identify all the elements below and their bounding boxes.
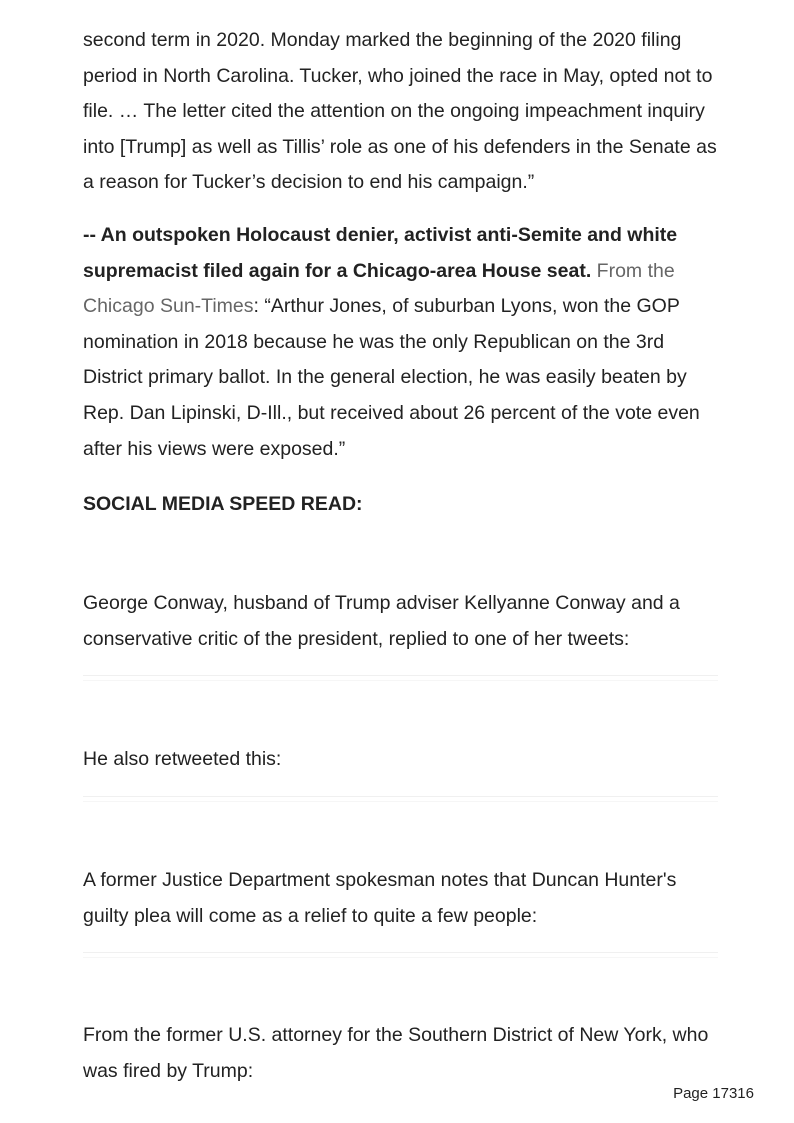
bold-lead-sentence: -- An outspoken Holocaust denier, activist anti-Semite and white supremacist filed again for a Chicago-area House seat. bbox=[83, 224, 678, 282]
paragraph-tillis-tucker: second term in 2020. Monday marked the beginning of the 2020 filing period in North Carolina. Tucker, who joined the race in May, opted not to file. … The letter cited the attention on the ongoing impeachment inquiry into [Trump] as well as Tillis’ role as one of his defenders in the Senate as a reason for Tucker’s decision to end his campaign.” bbox=[83, 29, 717, 194]
page-number: Page 17316 bbox=[673, 1085, 754, 1102]
paragraph-retweet: He also retweeted this: bbox=[83, 748, 282, 770]
embedded-tweet-placeholder bbox=[83, 675, 718, 681]
embedded-tweet-placeholder bbox=[83, 796, 718, 802]
paragraph-arthur-jones-body: : “Arthur Jones, of suburban Lyons, won the GOP nomination in 2018 because he was the only Republican on the 3rd District primary ballot. In the general election, he was easily beaten by Rep. Dan Lipinski, D-Ill., but received about 26 percent of the vote even after his views were exposed.” bbox=[83, 295, 700, 460]
paragraph-former-us-attorney: From the former U.S. attorney for the Southern District of New York, who was fired by Trump: bbox=[83, 1024, 709, 1082]
section-heading-social-media: SOCIAL MEDIA SPEED READ: bbox=[83, 493, 363, 515]
sun-times-link[interactable]: From the Chicago Sun-Times bbox=[83, 259, 675, 318]
embedded-tweet-placeholder bbox=[83, 952, 718, 958]
paragraph-duncan-hunter: A former Justice Department spokesman notes that Duncan Hunter's guilty plea will come as a relief to quite a few people: bbox=[83, 869, 677, 927]
paragraph-george-conway: George Conway, husband of Trump adviser Kellyanne Conway and a conservative critic of the president, replied to one of her tweets: bbox=[83, 592, 680, 650]
paragraph-arthur-jones bbox=[83, 218, 723, 467]
